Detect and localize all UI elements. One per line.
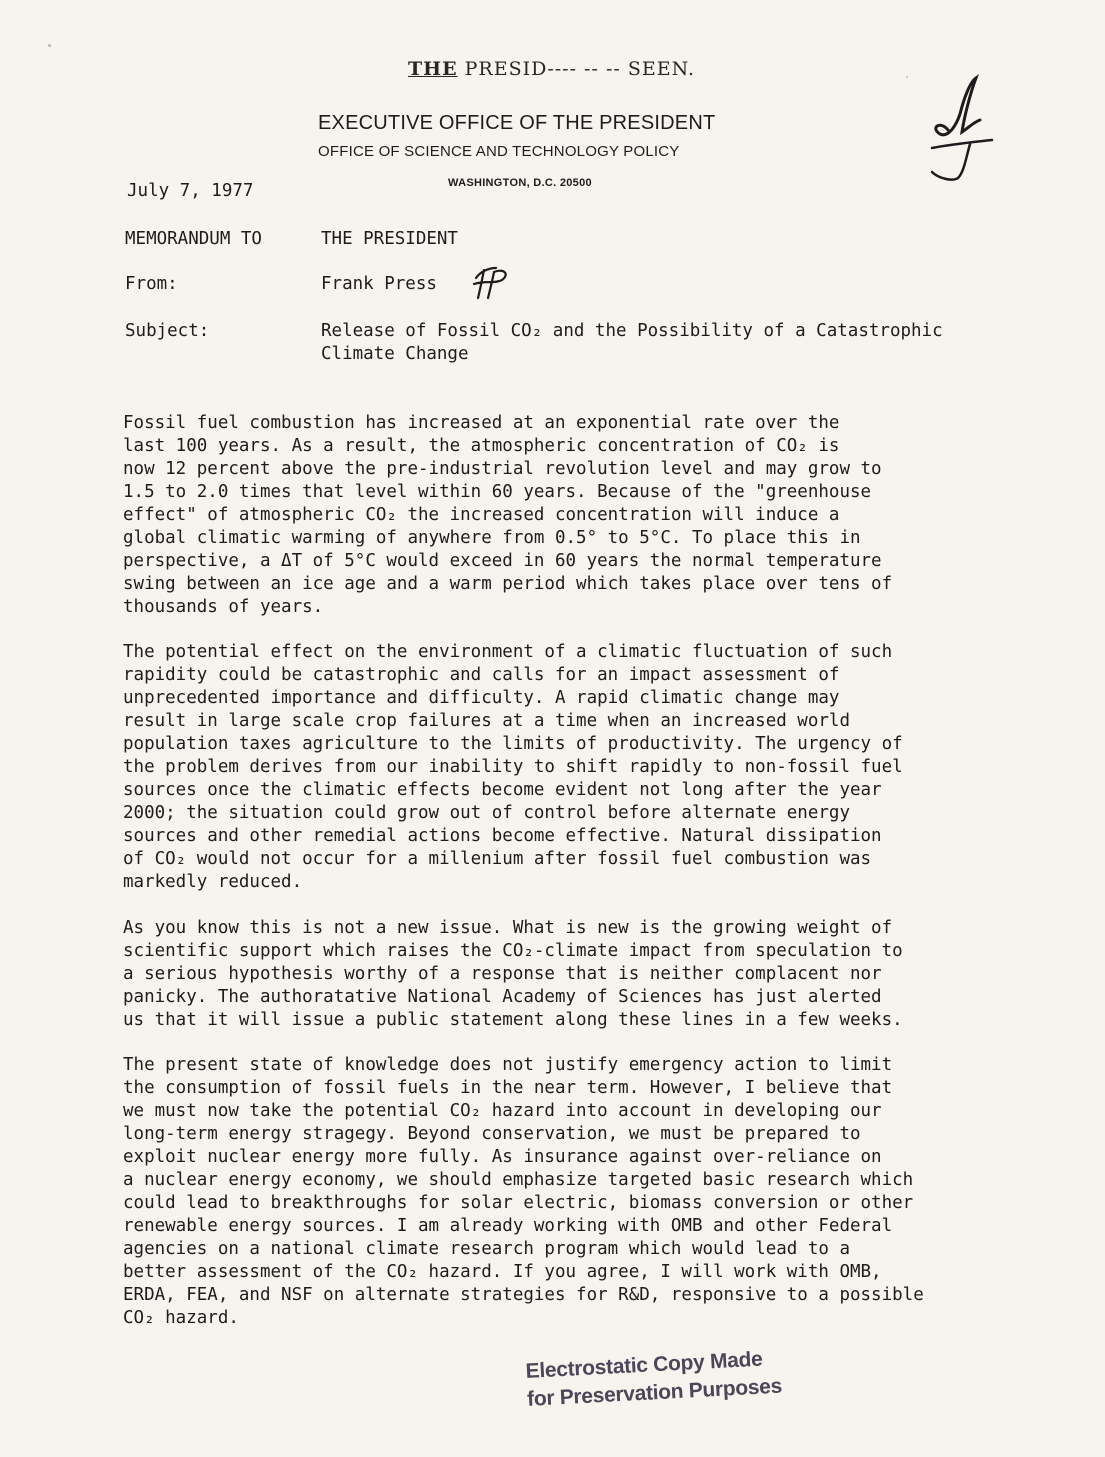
body-paragraph-2: The potential effect on the environment of a climatic fluctuation of such rapidity could be catastrophic and calls for an impact assessment of unprecedented importance and difficulty. A rapid climatic change may result in large scale crop failures at a time when an increased world population taxes agriculture to the limits of productivity. The urgency of the problem derives from our inability to shift rapidly to non-fossil fuel sources once the climatic effects become evident not long after the year 2000; the situation could grow out of control before alternate energy sources and other remedial actions become effective. Natural dissipation of CO₂ would not occur for a millenium after fossil fuel combustion was markedly reduced. [123, 642, 903, 892]
subject-label: Subject: [125, 321, 210, 341]
letterhead-address: WASHINGTON, D.C. 20500 [448, 177, 592, 189]
body-paragraph-3: As you know this is not a new issue. What is new is the growing weight of scientific support which raises the CO₂-climate impact from speculation to a serious hypothesis worthy of a response that is neither complacent nor panicky. The authoratative National Academy of Sciences has just alerted us that it will issue a public statement along these lines in a few weeks. [123, 918, 903, 1030]
to-label: MEMORANDUM TO [125, 229, 262, 249]
handwritten-signature-icon [470, 264, 516, 300]
letterhead-title: EXECUTIVE OFFICE OF THE PRESIDENT [318, 112, 716, 134]
stamp-prefix: THE [408, 58, 458, 80]
president-seen-stamp [408, 58, 695, 80]
handwritten-initials-icon [918, 74, 998, 184]
subject-value: Release of Fossil CO₂ and the Possibility of a Catastrophic Climate Change [321, 321, 943, 364]
scan-speck [906, 76, 908, 78]
preservation-stamp-line2: for Preservation Purposes [526, 1374, 783, 1411]
from-label: From: [125, 274, 178, 294]
from-value: Frank Press [321, 274, 437, 294]
letterhead-office: OFFICE OF SCIENCE AND TECHNOLOGY POLICY [318, 143, 680, 160]
scan-speck [48, 44, 51, 47]
memo-date: July 7, 1977 [127, 181, 254, 201]
stamp-rest: PRESID‐‐‐‐ ‐‐ ‐‐ SEEN. [464, 58, 696, 80]
body-paragraph-1: Fossil fuel combustion has increased at an exponential rate over the last 100 years. As a result, the atmospheric concentration of CO₂ is now 12 percent above the pre-industrial revolution level and may grow to 1.5 to 2.0 times that level within 60 years. Because of the "greenhouse effect" of atmospheric CO₂ the increased concentration will induce a global climatic warming of anywhere from 0.5° to 5°C. To place this in perspective, a ΔT of 5°C would exceed in 60 years the normal temperature swing between an ice age and a warm period which takes place over tens of thousands of years. [123, 413, 893, 617]
body-paragraph-4: The present state of knowledge does not justify emergency action to limit the consumption of fossil fuels in the near term. However, I believe that we must now take the potential CO₂ hazard into account in developing our long-term energy stragegy. Beyond conservation, we must be prepared to exploit nuclear energy more fully. As insurance against over-reliance on a nuclear energy economy, we should emphasize targeted basic research which could lead to breakthroughs for solar electric, biomass conversion or other renewable energy sources. I am already working with OMB and other Federal agencies on a national climate research program which would lead to a better assessment of the CO₂ hazard. If you agree, I will work with OMB, ERDA, FEA, and NSF on alternate strategies for R&D, responsive to a possible CO₂ hazard. [123, 1055, 924, 1328]
preservation-stamp [525, 1345, 783, 1414]
to-value: THE PRESIDENT [321, 229, 458, 249]
preservation-stamp-line1: Electrostatic Copy Made [525, 1347, 763, 1383]
